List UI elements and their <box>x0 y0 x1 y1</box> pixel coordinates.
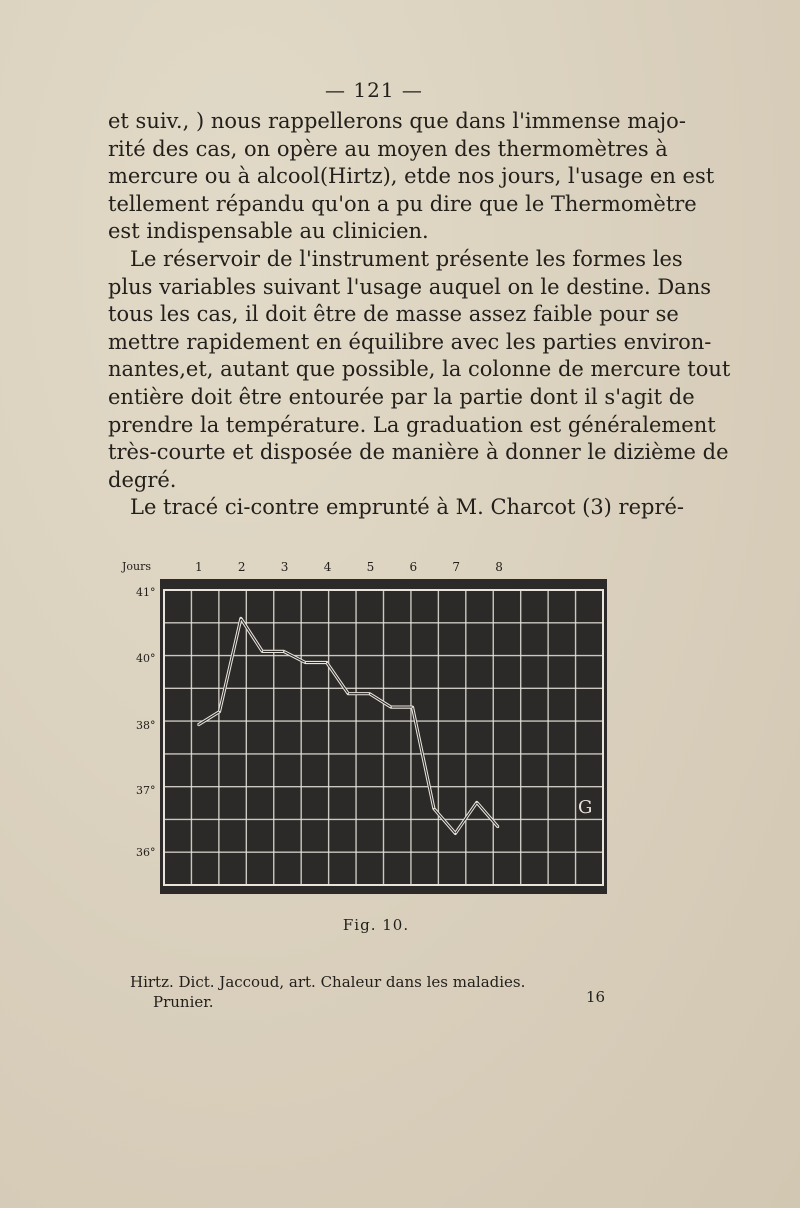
text-line: Le tracé ci-contre emprunté à M. Charcot (3) repré- <box>130 495 685 520</box>
text-line: nantes,et, autant que possible, la colonne de mercure tout <box>108 357 731 382</box>
text-line: mercure ou à alcool(Hirtz), etde nos jours, l'usage en est <box>108 164 715 189</box>
temperature-point <box>262 651 264 653</box>
text-line: entière doit être entourée par la partie dont il s'agit de <box>108 384 695 409</box>
y-tick-label: 41° <box>136 586 156 599</box>
x-tick-label: 1 <box>195 560 203 574</box>
temperature-point <box>240 618 242 620</box>
footnote-2: Prunier. <box>153 993 214 1011</box>
y-tick-label: 40° <box>136 652 156 665</box>
y-tick-label: 36° <box>136 846 156 859</box>
temperature-point <box>283 651 285 653</box>
body-text <box>108 108 731 522</box>
text-line: et suiv., ) nous rappellerons que dans l'immense majo- <box>108 109 686 133</box>
temperature-chart <box>120 555 620 905</box>
text-line: prendre la température. La graduation est généralement <box>108 412 716 437</box>
x-tick-label: 5 <box>366 560 375 574</box>
y-tick-label: 38° <box>136 719 156 732</box>
y-tick-label: 37° <box>136 784 156 797</box>
chart-letter-label: G <box>578 797 593 818</box>
text-line: est indispensable au clinicien. <box>108 219 429 244</box>
text-line: tellement répandu qu'on a pu dire que le Thermomètre <box>108 191 697 216</box>
text-line: très-courte et disposée de manière à donner le dizième de <box>108 440 729 465</box>
temperature-point <box>476 802 478 804</box>
text-line: mettre rapidement en équilibre avec les parties environ- <box>108 329 712 354</box>
temperature-point <box>498 826 500 828</box>
footnote-1: Hirtz. Dict. Jaccoud, art. Chaleur dans les maladies. <box>130 973 526 991</box>
text-line: Le réservoir de l'instrument présente les formes les <box>130 246 683 271</box>
x-tick-label: 6 <box>409 560 418 574</box>
temperature-point <box>304 662 306 664</box>
page-number: — 121 — <box>325 78 423 102</box>
temperature-point <box>326 662 328 664</box>
temperature-point <box>219 711 221 713</box>
paragraph-1 <box>108 108 715 246</box>
temperature-point <box>455 833 457 835</box>
temperature-point <box>347 693 349 695</box>
x-tick-label: 2 <box>237 560 246 574</box>
temperature-chart-figure <box>120 555 620 905</box>
temperature-point <box>433 808 435 810</box>
text-line: plus variables suivant l'usage auquel on le destine. Dans <box>108 274 711 299</box>
footnotes <box>130 972 630 1012</box>
temperature-point <box>369 693 371 695</box>
x-tick-label: 3 <box>280 560 289 574</box>
paragraph-2 <box>108 246 731 494</box>
x-tick-label: 7 <box>452 560 461 574</box>
x-tick-label: 4 <box>323 560 332 574</box>
text-line: tous les cas, il doit être de masse assez faible pour se <box>108 302 679 327</box>
x-axis-header: Jours <box>122 560 152 573</box>
x-tick-label: 8 <box>495 560 503 574</box>
temperature-point <box>197 724 199 726</box>
text-line: degré. <box>108 467 177 492</box>
temperature-point <box>412 706 414 708</box>
figure-caption: Fig. 10. <box>342 916 410 934</box>
text-line: rité des cas, on opère au moyen des thermomètres à <box>108 136 668 161</box>
paragraph-3 <box>108 494 685 522</box>
temperature-point <box>390 706 392 708</box>
signature-mark: 16 <box>586 988 606 1006</box>
